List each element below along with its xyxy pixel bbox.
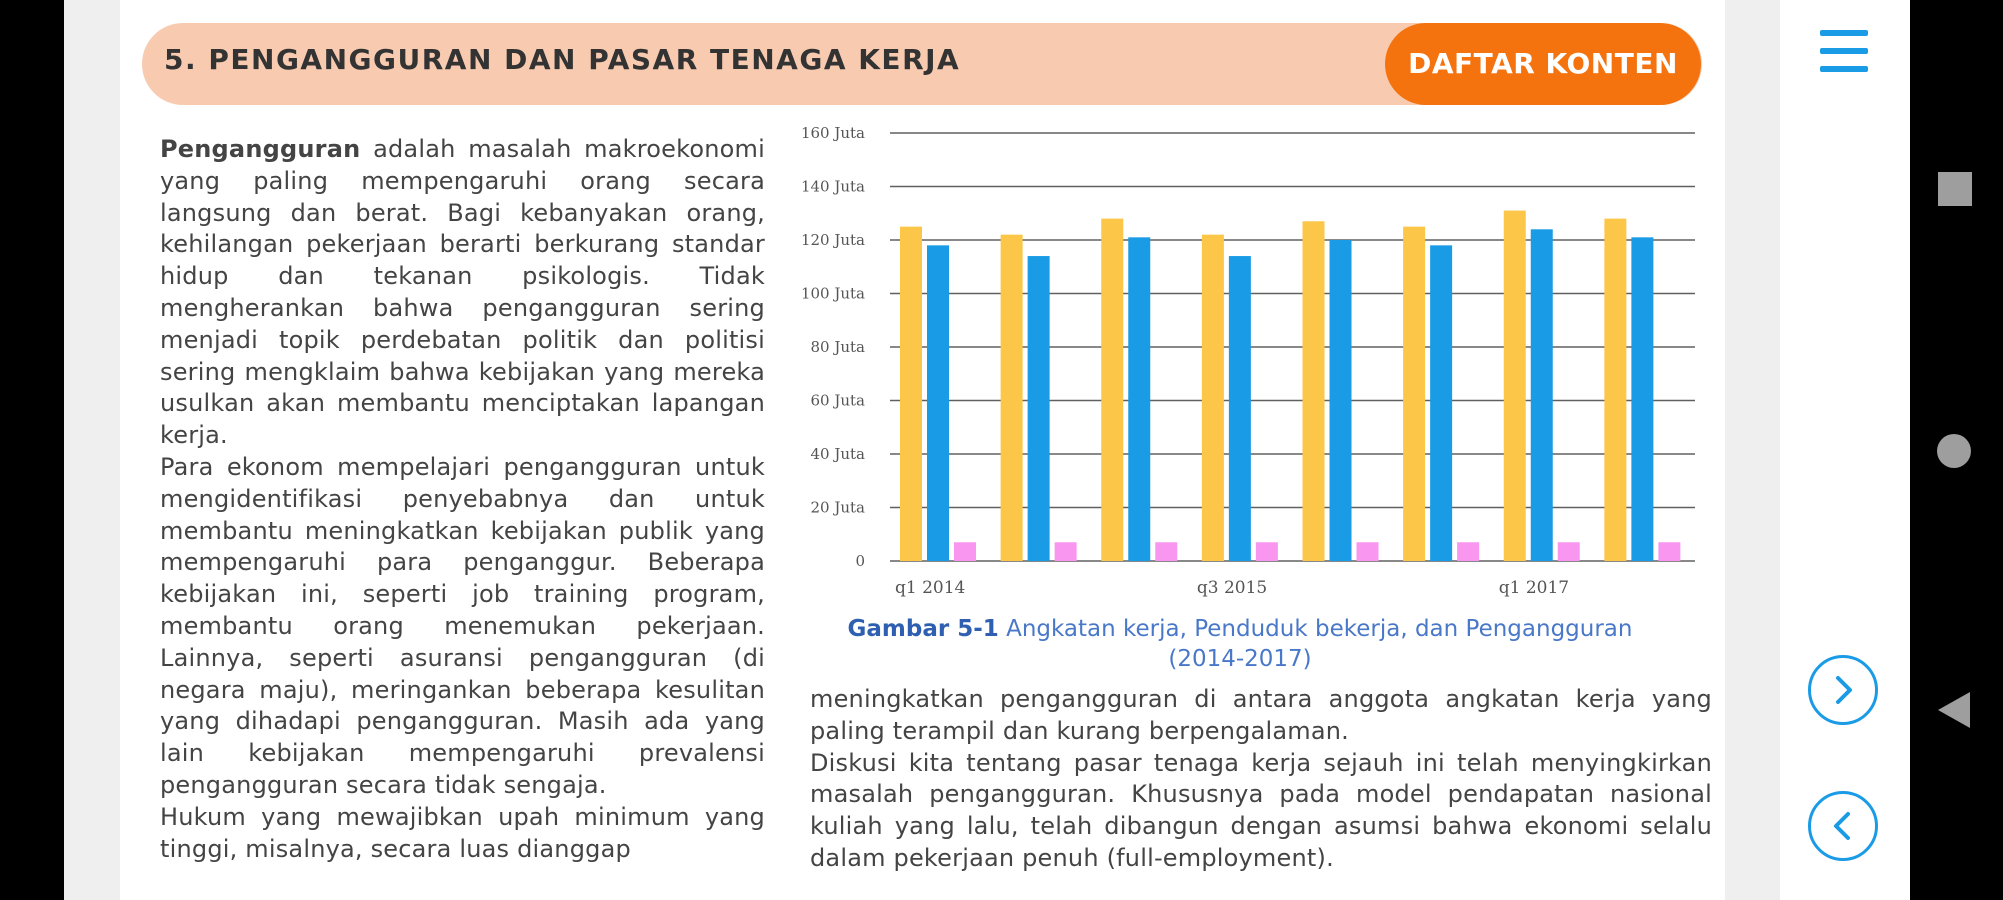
bar-penduduk-bekerja <box>1631 237 1653 561</box>
bar-angkatan-kerja <box>1101 219 1123 561</box>
bar-pengangguran <box>1256 542 1278 561</box>
figure-caption <box>840 614 1640 674</box>
paragraph-1-text: adalah masalah makroekonomi yang paling mempengaruhi orang secara langsung dan berat. Bagi kebanyakan orang, kehilangan pekerjaan berarti berkurang standar hidup dan tekanan psikologis. Tidak mengherankan bahwa pengangguran sering menjadi topik perdebatan politik dan politisi sering mengklaim bahwa kebijakan yang mereka usulkan akan membantu menciptakan lapangan kerja. <box>160 135 765 450</box>
bar-pengangguran <box>1055 542 1077 561</box>
y-tick-label: 80 Juta <box>810 338 865 356</box>
x-tick-label: q3 2015 <box>1196 578 1268 598</box>
bar-angkatan-kerja <box>1303 221 1325 561</box>
previous-page-button[interactable] <box>1808 791 1878 861</box>
x-tick-label: q1 2017 <box>1498 578 1570 598</box>
y-tick-label: 160 Juta <box>800 124 865 142</box>
bar-penduduk-bekerja <box>1229 256 1251 561</box>
y-tick-label: 100 Juta <box>800 284 865 303</box>
bar-angkatan-kerja <box>900 227 922 561</box>
bar-penduduk-bekerja <box>927 245 949 561</box>
bar-pengangguran <box>1658 542 1680 561</box>
recent-apps-icon[interactable] <box>1938 172 1972 206</box>
right-text-column <box>810 684 1712 875</box>
bar-penduduk-bekerja <box>1128 237 1150 561</box>
y-tick-label: 40 Juta <box>810 445 865 463</box>
chevron-right-icon <box>1811 658 1875 722</box>
bar-penduduk-bekerja <box>1330 240 1352 561</box>
y-tick-label: 140 Juta <box>800 177 865 196</box>
bar-pengangguran <box>954 542 976 561</box>
bar-penduduk-bekerja <box>1430 245 1452 561</box>
left-text-column <box>160 134 765 865</box>
paragraph-4: meningkatkan pengangguran di antara anggota angkatan kerja yang paling terampil dan kurang berpengalaman. <box>810 685 1712 745</box>
section-title: 5. PENGANGGURAN DAN PASAR TENAGA KERJA <box>164 43 961 76</box>
back-icon[interactable] <box>1936 690 1972 730</box>
chevron-left-icon <box>1811 794 1875 858</box>
paragraph-2: Para ekonom mempelajari pengangguran untuk mengidentifikasi penyebabnya dan untuk membantu meningkatkan kebijakan publik yang mempengaruhi para penganggur. Beberapa kebijakan ini, seperti job training program, membantu orang menemukan pekerjaan. Lainnya, seperti asuransi pengangguran (di negara maju), meringankan beberapa kesulitan yang dihadapi pengangguran. Masih ada yang lain kebijakan mempengaruhi prevalensi pengangguran secara tidak sengaja. <box>160 452 765 799</box>
y-tick-label: 120 Juta <box>800 231 865 249</box>
bar-angkatan-kerja <box>1604 219 1626 561</box>
x-tick-label: q1 2014 <box>895 578 966 598</box>
paragraph-1 <box>160 134 765 452</box>
figure-label: Gambar 5-1 <box>847 616 999 642</box>
bar-penduduk-bekerja <box>1531 229 1553 561</box>
bar-angkatan-kerja <box>1202 235 1224 561</box>
bar-pengangguran <box>1558 542 1580 561</box>
bar-pengangguran <box>1357 542 1379 561</box>
home-icon[interactable] <box>1937 434 1971 468</box>
y-tick-label: 0 <box>855 552 865 570</box>
nav-sidebar <box>1780 0 1910 900</box>
term-bold: Pengangguran <box>160 135 361 163</box>
paragraph-3: Hukum yang mewajibkan upah minimum yang tinggi, misalnya, secara luas dianggap <box>160 802 765 863</box>
bar-pengangguran <box>1155 542 1177 561</box>
labor-chart <box>790 118 1710 608</box>
y-tick-label: 60 Juta <box>810 391 865 410</box>
y-tick-label: 20 Juta <box>810 498 865 517</box>
bar-penduduk-bekerja <box>1028 256 1050 561</box>
bar-angkatan-kerja <box>1504 211 1526 561</box>
hamburger-menu-icon[interactable] <box>1820 30 1870 74</box>
bar-pengangguran <box>1457 542 1479 561</box>
bar-angkatan-kerja <box>1403 227 1425 561</box>
next-page-button[interactable] <box>1808 655 1878 725</box>
table-of-contents-button[interactable]: DAFTAR KONTEN <box>1385 23 1701 105</box>
bar-angkatan-kerja <box>1001 235 1023 561</box>
paragraph-5: Diskusi kita tentang pasar tenaga kerja sejauh ini telah menyingkirkan masalah pengangguran. Khususnya pada model pendapatan nasional kuliah yang lalu, telah dibangun dengan asumsi bahwa ekonomi selalu dalam pekerjaan penuh (full-employment). <box>810 748 1712 872</box>
figure-caption-text: Angkatan kerja, Penduduk bekerja, dan Pengangguran (2014-2017) <box>998 616 1633 672</box>
